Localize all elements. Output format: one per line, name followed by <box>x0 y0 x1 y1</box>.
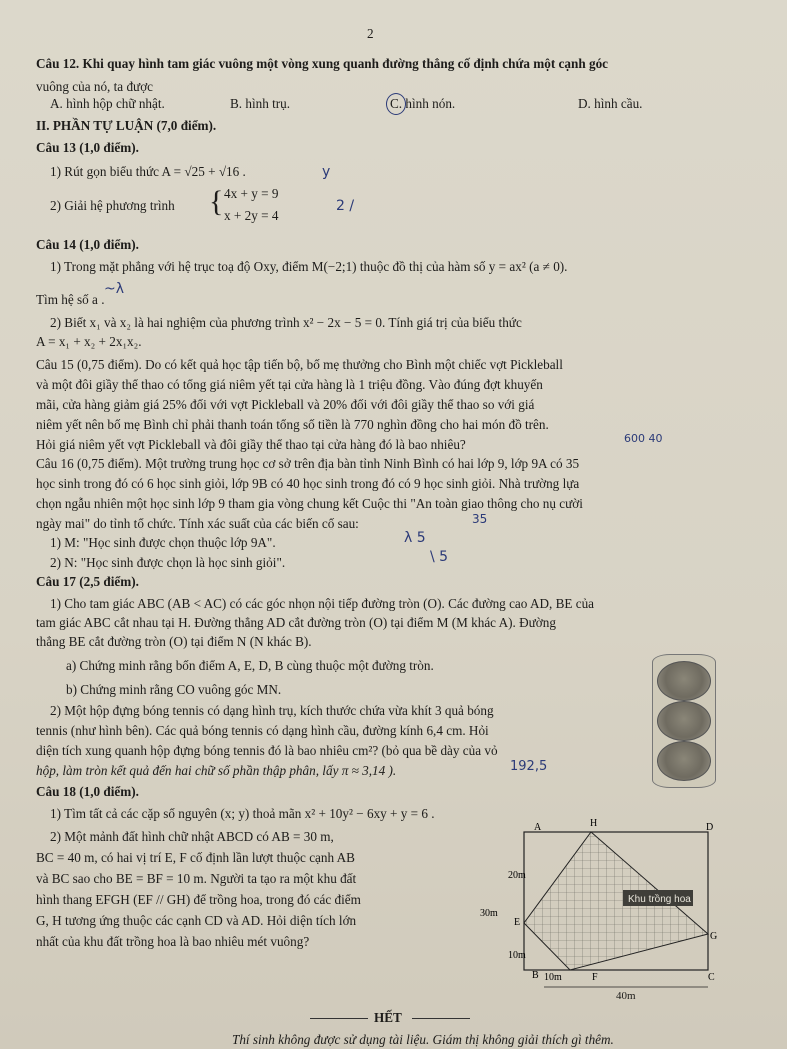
q12-option-a: A. hình hộp chữ nhật. <box>50 96 165 111</box>
vertex-a: A <box>534 822 542 833</box>
q16-event-m: 1) M: "Học sinh được chọn thuộc lớp 9A". <box>50 535 276 550</box>
q16-line1: Câu 16 (0,75 điểm). Một trường trung học cơ sở trên địa bàn tỉnh Ninh Bình có hai lớp 9, lớp 9A có 35 <box>36 456 580 471</box>
q12-option-b: B. hình trụ. <box>230 96 291 111</box>
q15-line5: Hỏi giá niêm yết vợt Pickleball và đôi giầy thể thao tại cửa hàng đó là bao nhiêu? <box>36 437 466 452</box>
q18-line7: nhất của khu đất trồng hoa là bao nhiêu mét vuông? <box>36 934 310 949</box>
section-2-heading: II. PHẦN TỰ LUẬN (7,0 điểm). <box>36 118 217 133</box>
q17-part-b: b) Chứng minh rằng CO vuông góc MN. <box>66 682 282 697</box>
handwriting-note: 35 <box>472 512 488 526</box>
q15-line4: niêm yết nên bố mẹ Bình chỉ phải thanh toán tổng số tiền là 770 nghìn đồng cho hai món đồ trên. <box>36 417 549 432</box>
q18-line1: 1) Tìm tất cả các cặp số nguyên (x; y) thoả mãn x² + 10y² − 6xy + y = 6 . <box>50 806 435 821</box>
q15-line2: và một đôi giầy thể thao có tổng giá niêm yết tại cửa hàng là 1 triệu đồng. Vào đúng đợt khuyến <box>36 377 543 392</box>
q14-part1-line2: Tìm hệ số a . <box>36 292 105 307</box>
vertex-b: B <box>532 970 539 981</box>
q15-line3: mãi, cửa hàng giảm giá 25% đối với vợt Pickleball và 20% đối với đôi giầy thể thao so với giá <box>36 397 535 412</box>
label-40m: 40m <box>616 990 636 1002</box>
q17-line2: tam giác ABC cắt nhau tại H. Đường thẳng AD cắt đường tròn (O) tại điểm M (M khác A). Đường <box>36 615 556 630</box>
q18-line4: và BC sao cho BE = BF = 10 m. Người ta tạo ra một khu đất <box>36 871 357 886</box>
q12-line1: Câu 12. Khi quay hình tam giác vuông một vòng xung quanh đường thẳng cố định chứa một cạnh góc <box>36 56 609 71</box>
page-number: 2 <box>367 26 374 41</box>
q17-part-a: a) Chứng minh rằng bốn điểm A, E, D, B cùng thuộc một đường tròn. <box>66 658 434 673</box>
handwriting-note: 600 40 <box>624 432 663 445</box>
answer-circle-mark <box>386 93 406 115</box>
q14-part2-line2: A = x₁ + x₂ + 2x₁x₂. <box>36 334 142 349</box>
q18-line2: 2) Một mảnh đất hình chữ nhật ABCD có AB = 30 m, <box>50 829 334 844</box>
end-rule-left <box>310 1018 368 1019</box>
land-plot-figure <box>478 812 718 992</box>
label-10m-vertical: 10m <box>508 950 526 961</box>
handwriting-note: λ 5 <box>404 530 426 546</box>
q14-part2-line1: 2) Biết x₁ và x₂ là hai nghiệm của phương trình x² − 2x − 5 = 0. Tính giá trị của biểu thức <box>50 315 522 330</box>
handwriting-note: y <box>322 164 331 180</box>
q13-equation-2: x + 2y = 4 <box>224 208 279 223</box>
label-10m-horizontal: 10m <box>544 972 562 983</box>
q17-line5: tennis (như hình bên). Các quả bóng tennis có dạng hình cầu, đường kính 6,4 cm. Hỏi <box>36 723 489 738</box>
q13-equation-1: 4x + y = 9 <box>224 186 279 201</box>
q17-line1: 1) Cho tam giác ABC (AB < AC) có các góc nhọn nội tiếp đường tròn (O). Các đường cao AD, BE của <box>50 596 595 611</box>
vertex-h: H <box>590 818 598 829</box>
tennis-can-figure <box>652 654 716 788</box>
q16-line2: học sinh trong đó có 6 học sinh giỏi, lớp 9B có 40 học sinh trong đó có 9 học sinh giỏi. Nhà trường lựa <box>36 476 580 491</box>
q13-part1: 1) Rút gọn biểu thức A = √25 + √16 . <box>50 164 246 179</box>
vertex-e: E <box>514 917 521 928</box>
end-rule-right <box>412 1018 470 1019</box>
q14-title: Câu 14 (1,0 điểm). <box>36 237 139 252</box>
vertex-c: C <box>708 972 715 983</box>
tennis-ball <box>657 661 711 701</box>
tennis-ball <box>657 701 711 741</box>
q14-part1-line1: 1) Trong mặt phẳng với hệ trục toạ độ Oxy, điểm M(−2;1) thuộc đồ thị của hàm số y = ax² (a ≠ 0). <box>50 259 568 274</box>
handwriting-note: ~λ <box>104 281 125 297</box>
q16-event-n: 2) N: "Học sinh được chọn là học sinh giỏi". <box>50 555 286 570</box>
q12-line2: vuông của nó, ta được <box>36 79 154 94</box>
q16-line4: ngày mai" do tỉnh tổ chức. Tính xác suất của các biến cố sau: <box>36 516 359 531</box>
q12-option-c: C. hình nón. <box>390 96 456 111</box>
handwriting-note: \ 5 <box>430 549 449 565</box>
vertex-d: D <box>706 822 714 833</box>
q17-title: Câu 17 (2,5 điểm). <box>36 574 139 589</box>
q18-line3: BC = 40 m, có hai vị trí E, F cố định lần lượt thuộc cạnh AB <box>36 850 355 865</box>
vertex-g: G <box>710 931 718 942</box>
q12-option-d: D. hình cầu. <box>578 96 643 111</box>
footer-note: Thí sinh không được sử dụng tài liệu. Giám thị không giải thích gì thêm. <box>232 1032 614 1047</box>
q17-line7: hộp, làm tròn kết quả đến hai chữ số phần thập phân, lấy π ≈ 3,14 ). <box>36 763 397 778</box>
q13-part2: 2) Giải hệ phương trình <box>50 198 175 213</box>
q17-line6: diện tích xung quanh hộp đựng bóng tennis đó là bao nhiêu cm²? (bỏ qua bề dày của vỏ <box>36 743 498 758</box>
q17-line3: thẳng BE cắt đường tròn (O) tại điểm N (N khác B). <box>36 634 312 649</box>
label-30m: 30m <box>480 908 498 919</box>
label-20m: 20m <box>508 870 526 881</box>
q13-title: Câu 13 (1,0 điểm). <box>36 140 139 155</box>
end-marker: HẾT <box>374 1010 402 1025</box>
tennis-ball <box>657 741 711 781</box>
q18-line5: hình thang EFGH (EF // GH) để trồng hoa, trong đó các điểm <box>36 892 361 907</box>
q18-line6: G, H tương ứng thuộc các cạnh CD và AD. Hỏi diện tích lớn <box>36 913 357 928</box>
vertex-f: F <box>592 972 598 983</box>
q18-title: Câu 18 (1,0 điểm). <box>36 784 139 799</box>
q15-line1: Câu 15 (0,75 điểm). Do có kết quả học tập tiến bộ, bố mẹ thưởng cho Bình một chiếc vợt Pickleball <box>36 357 563 372</box>
handwriting-note: 2 / <box>336 198 355 214</box>
q16-line3: chọn ngẫu nhiên một học sinh lớp 9 tham gia vòng chung kết Cuộc thi "An toàn giao thông cho nụ cười <box>36 496 583 511</box>
system-brace: { <box>209 185 224 218</box>
q17-line4: 2) Một hộp đựng bóng tennis có dạng hình trụ, kích thước chứa vừa khít 3 quả bóng <box>50 703 494 718</box>
region-label: Khu trồng hoa <box>628 894 691 905</box>
handwriting-note: 192,5 <box>510 759 548 774</box>
